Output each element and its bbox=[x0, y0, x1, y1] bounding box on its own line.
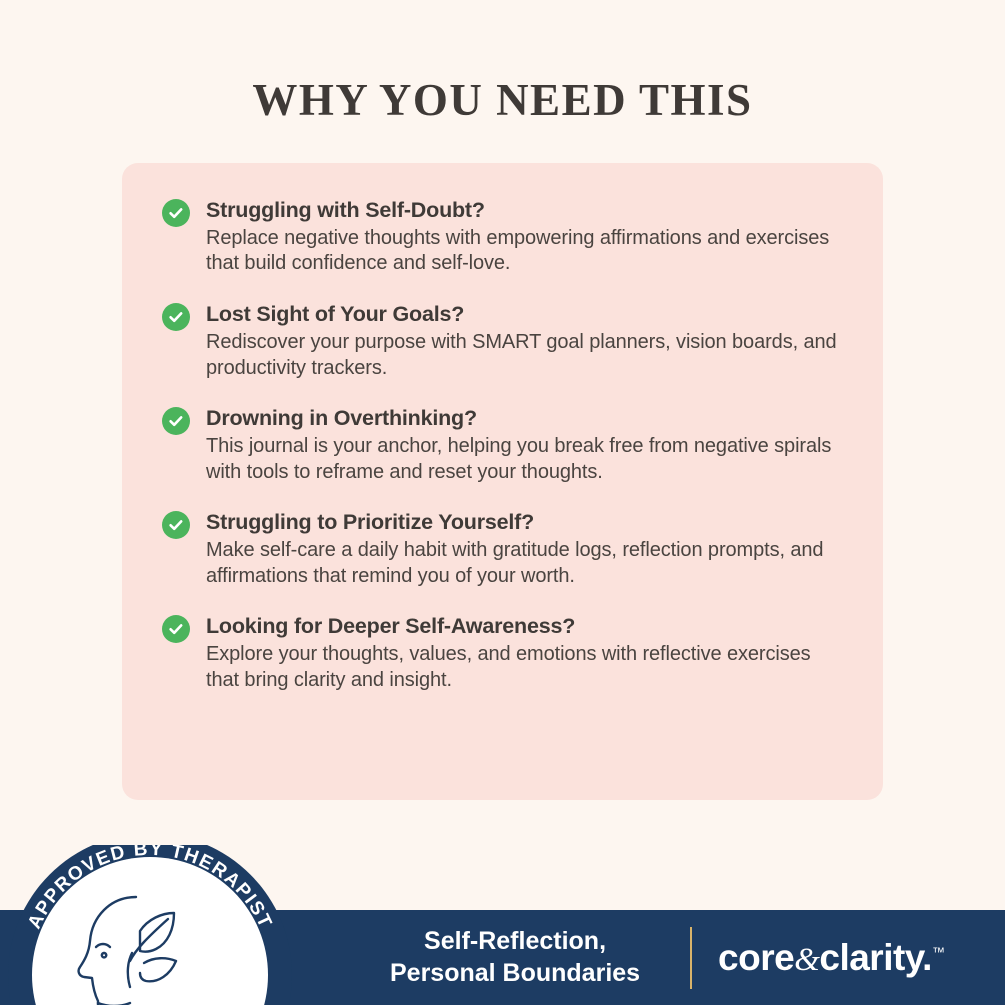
footer-tagline-line2: Personal Boundaries bbox=[390, 958, 641, 987]
footer-content bbox=[290, 910, 1005, 1005]
list-item bbox=[162, 197, 843, 277]
approved-by-therapist-badge bbox=[0, 838, 300, 1005]
brand-dot: . bbox=[922, 936, 932, 978]
badge-arc-text: APPROVED BY THERAPIST bbox=[24, 838, 276, 933]
page-title: WHY YOU NEED THIS bbox=[252, 75, 753, 125]
footer-divider bbox=[690, 927, 692, 989]
brand-ampersand: & bbox=[794, 941, 820, 978]
footer-tagline bbox=[350, 926, 680, 989]
list-item-body: Explore your thoughts, values, and emotions with reflective exercises that bring clarity and insight. bbox=[206, 643, 811, 691]
check-circle-icon bbox=[162, 199, 190, 227]
trademark-symbol: ™ bbox=[931, 944, 945, 960]
benefits-card bbox=[122, 163, 883, 800]
brand-logo bbox=[718, 937, 945, 979]
check-circle-icon bbox=[162, 511, 190, 539]
list-item-heading: Lost Sight of Your Goals? bbox=[206, 302, 465, 327]
list-item bbox=[162, 509, 843, 589]
list-item-body: Make self-care a daily habit with gratitude logs, reflection prompts, and affirmations that remind you of your worth. bbox=[206, 539, 824, 587]
list-item-body: Rediscover your purpose with SMART goal planners, vision boards, and productivity trackers. bbox=[206, 330, 837, 379]
list-item bbox=[162, 301, 843, 381]
list-item bbox=[162, 405, 843, 485]
list-item-heading: Looking for Deeper Self-Awareness? bbox=[206, 614, 576, 639]
list-item-heading: Struggling to Prioritize Yourself? bbox=[206, 510, 535, 535]
brand-second: clarity bbox=[819, 936, 923, 978]
check-circle-icon bbox=[162, 407, 190, 435]
badge-graphics bbox=[8, 838, 292, 1005]
head-profile-leaf-icon bbox=[79, 897, 176, 1005]
check-circle-icon bbox=[162, 303, 190, 331]
list-item-body: Replace negative thoughts with empowering affirmations and exercises that build confidence and self-love. bbox=[206, 226, 830, 275]
list-item bbox=[162, 613, 843, 693]
list-item-body: This journal is your anchor, helping you break free from negative spirals with tools to reframe and reset your thoughts. bbox=[206, 435, 832, 483]
check-circle-icon bbox=[162, 615, 190, 643]
footer-tagline-line1: Self-Reflection, bbox=[424, 927, 607, 956]
list-item-heading: Struggling with Self-Doubt? bbox=[206, 198, 485, 222]
brand-first: core bbox=[718, 936, 795, 978]
list-item-heading: Drowning in Overthinking? bbox=[206, 406, 477, 431]
